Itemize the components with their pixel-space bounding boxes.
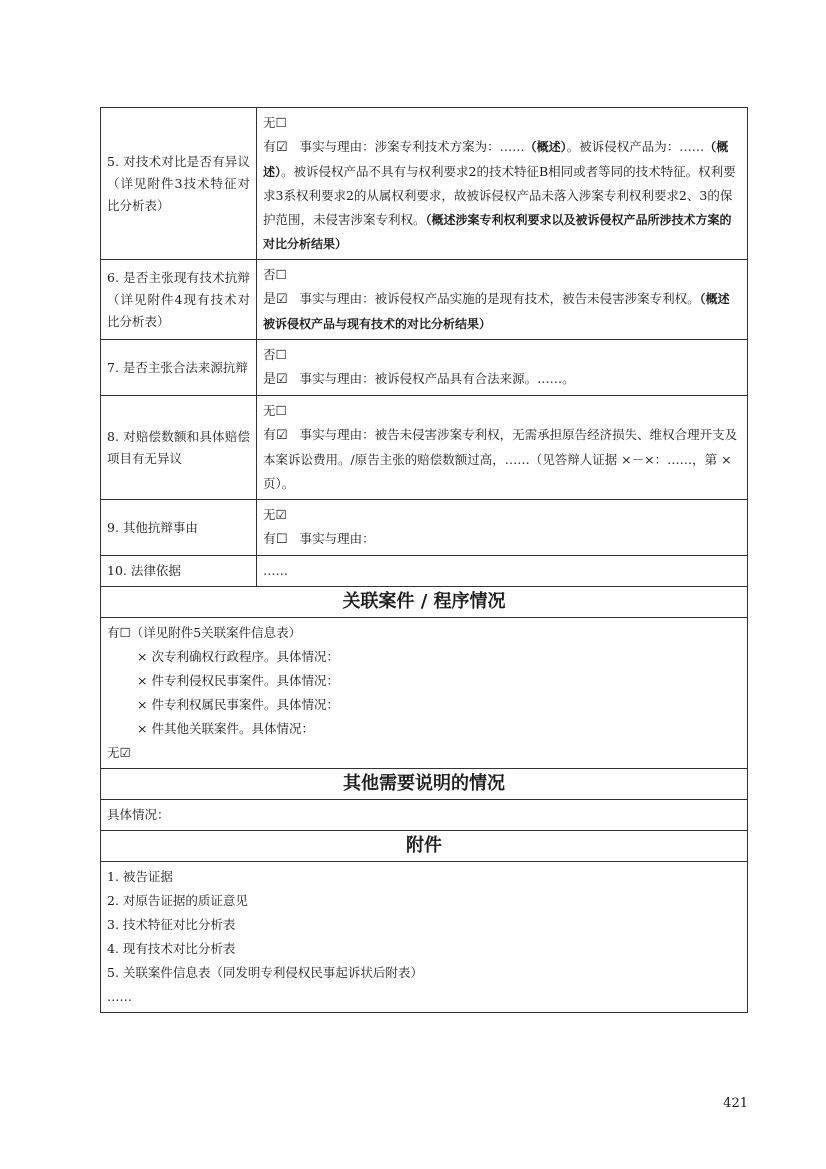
attachment-item: 4. 现有技术对比分析表 [107, 941, 236, 956]
reason-text: 事实与理由： [299, 531, 375, 546]
section-attachments [101, 831, 748, 862]
reason-text: 事实与理由：被诉侵权产品实施的是现有技术，被告未侵害涉案专利权。 [299, 291, 700, 306]
row-compensation [101, 396, 748, 500]
row-label: 5. 对技术对比是否有异议（详见附件3技术特征对比分析表） [101, 108, 257, 260]
section-heading: 关联案件 / 程序情况 [101, 587, 748, 618]
row-content: …… [257, 556, 748, 587]
reason-text: 事实与理由：被诉侵权产品具有合法来源。……。 [299, 371, 575, 386]
attachment-item: 2. 对原告证据的质证意见 [107, 893, 248, 908]
row-label: 9. 其他抗辩事由 [101, 500, 257, 556]
option-none: 无☐ [263, 403, 287, 418]
row-content [257, 500, 748, 556]
unchecked-box: 有☐ [263, 532, 288, 547]
bold-note: （概述被诉侵权产品与现有技术的对比分析结果） [263, 292, 730, 331]
defense-form-table [100, 107, 748, 1013]
related-has-line: 有☐（详见附件5关联案件信息表） [107, 625, 302, 640]
related-cases-content [101, 618, 748, 769]
row-legal-basis [101, 556, 748, 587]
row-legal-source [101, 340, 748, 396]
option-no: 否☐ [263, 267, 287, 282]
checked-box: 有☑ [263, 428, 288, 443]
related-item: × 件其他关联案件。具体情况： [137, 721, 314, 736]
attachment-item: 1. 被告证据 [107, 869, 173, 884]
section-other [101, 769, 748, 800]
attachments-content [101, 862, 748, 1013]
related-cases-body [101, 618, 748, 769]
row-label: 10. 法律依据 [101, 556, 257, 587]
bold-note: （概述） [524, 140, 567, 154]
section-heading: 其他需要说明的情况 [101, 769, 748, 800]
option-yes [263, 291, 730, 331]
reason-text: 。被诉侵权产品不具有与权利要求2的技术特征B相同或者等同的技术特征。权利要求3系权利要求2的从属权利要求，故被诉侵权产品未落入涉案专利权利要求2、3的保护范围，未侵害涉案专利权。 [263, 164, 736, 227]
option-yes [263, 371, 575, 386]
row-prior-art [101, 260, 748, 340]
related-item: × 件专利侵权民事案件。具体情况： [137, 673, 339, 688]
reason-text: 事实与理由：被告未侵害涉案专利权，无需承担原告经济损失、维权合理开支及本案诉讼费用。/原告主张的赔偿数额过高，……（见答辩人证据 ×－×：……，第 × 页）。 [263, 427, 738, 491]
checked-box: 是☑ [263, 292, 288, 307]
related-item: × 件专利权属民事案件。具体情况： [137, 697, 339, 712]
bold-note: （概述涉案专利权利要求以及被诉侵权产品所涉技术方案的对比分析结果） [263, 213, 732, 251]
bold-note: （概述） [263, 140, 729, 179]
page-number: 421 [723, 1096, 748, 1111]
attachment-item: 5. 关联案件信息表（同发明专利侵权民事起诉状后附表） [107, 965, 423, 980]
row-content [257, 396, 748, 500]
row-label: 7. 是否主张合法来源抗辩 [101, 340, 257, 396]
row-label: 8. 对赔偿数额和具体赔偿项目有无异议 [101, 396, 257, 500]
checked-box: 有☑ [263, 140, 288, 155]
section-heading: 附件 [101, 831, 748, 862]
row-technical-comparison [101, 108, 748, 260]
option-yes [263, 427, 737, 491]
option-yes [263, 139, 736, 251]
row-other-defense [101, 500, 748, 556]
option-none: 无☑ [263, 507, 287, 522]
attachment-item: 3. 技术特征对比分析表 [107, 917, 236, 932]
attachments-body [101, 862, 748, 1013]
reason-text: 事实与理由：涉案专利技术方案为：…… [299, 139, 525, 154]
option-no: 否☐ [263, 347, 287, 362]
row-content [257, 340, 748, 396]
row-label: 6. 是否主张现有技术抗辩（详见附件4现有技术对比分析表） [101, 260, 257, 340]
attachment-item: …… [107, 989, 132, 1004]
section-related-cases [101, 587, 748, 618]
checked-box: 是☑ [263, 372, 288, 387]
option-none: 无☐ [263, 115, 287, 130]
reason-text: 。被诉侵权产品为：…… [566, 139, 705, 154]
option-yes [263, 531, 375, 546]
row-content [257, 260, 748, 340]
other-body [101, 800, 748, 831]
related-none-line: 无☑ [107, 745, 131, 760]
related-item: × 次专利确权行政程序。具体情况： [137, 649, 339, 664]
row-content [257, 108, 748, 260]
other-content: 具体情况： [101, 800, 748, 831]
